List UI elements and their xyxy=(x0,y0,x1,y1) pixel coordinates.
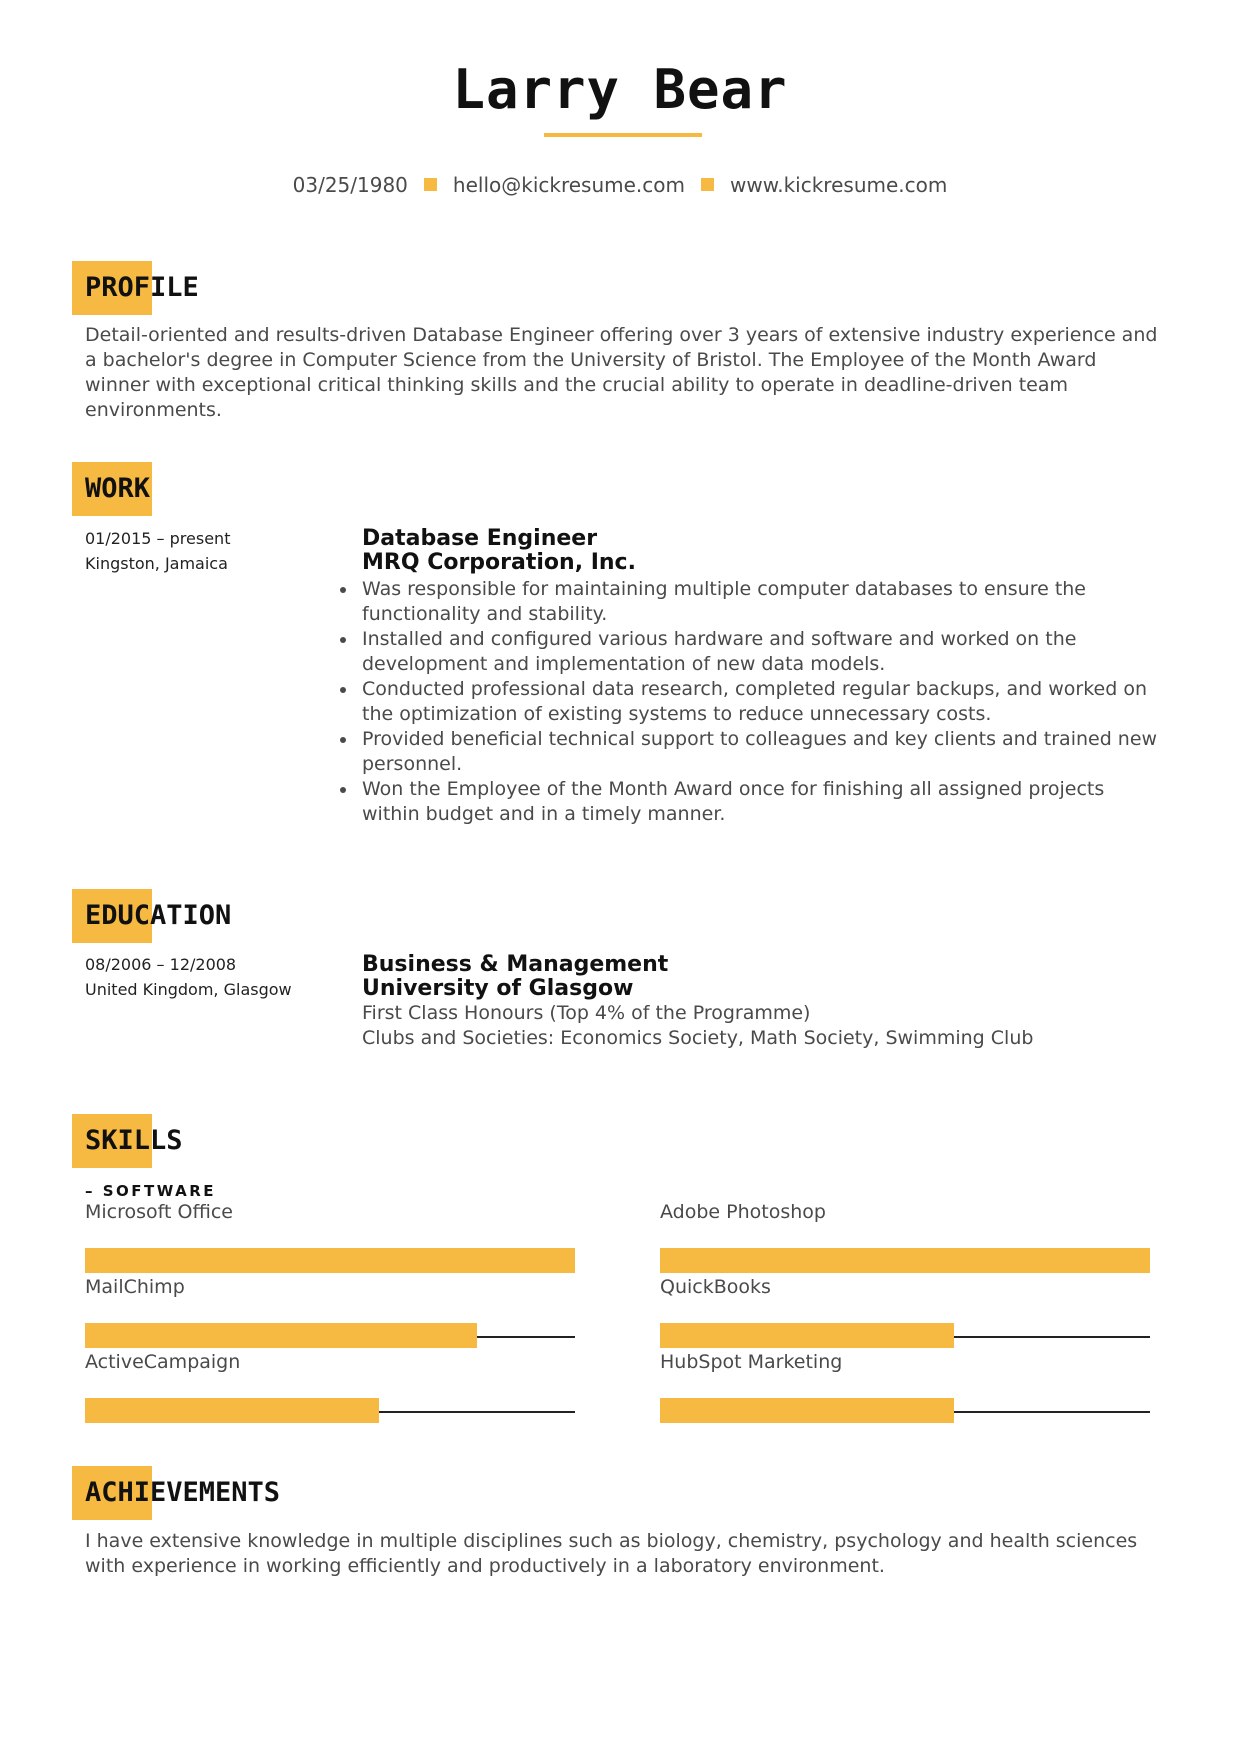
skill-item xyxy=(85,1351,575,1421)
heading-label: PROFILE xyxy=(85,272,199,303)
heading-label: SKILLS xyxy=(85,1125,183,1156)
date-of-birth: 03/25/1980 xyxy=(292,173,408,197)
heading-label: ACHIEVEMENTS xyxy=(85,1477,281,1508)
education-location: United Kingdom, Glasgow xyxy=(85,980,292,999)
website: www.kickresume.com xyxy=(730,173,948,197)
work-bullets xyxy=(362,577,1162,827)
skill-level-bar xyxy=(85,1323,477,1348)
education-dates: 08/2006 – 12/2008 xyxy=(85,955,237,974)
email: hello@kickresume.com xyxy=(452,173,685,197)
skill-level-bar xyxy=(660,1398,954,1423)
achievements-text: I have extensive knowledge in multiple disciplines such as biology, chemistry, psychology and health sciences with experience in working efficiently and productively in a laboratory environment. xyxy=(85,1530,1138,1577)
name-underline xyxy=(544,133,702,137)
skill-item xyxy=(660,1201,1150,1271)
skill-item xyxy=(85,1276,575,1346)
skill-item xyxy=(85,1201,575,1271)
separator-square-icon xyxy=(424,178,437,191)
skill-level-bar xyxy=(85,1398,379,1423)
work-dates: 01/2015 – present xyxy=(85,529,231,548)
skill-item xyxy=(660,1351,1150,1421)
heading-label: WORK xyxy=(85,473,151,504)
skill-name: Microsoft Office xyxy=(85,1201,233,1223)
education-meta xyxy=(85,952,325,1002)
job-title: Database Engineer xyxy=(362,526,598,551)
education-entry xyxy=(362,953,1162,1051)
skills-category: – SOFTWARE xyxy=(85,1182,217,1200)
school-name: University of Glasgow xyxy=(362,976,634,1001)
skill-name: MailChimp xyxy=(85,1276,185,1298)
heading-label: EDUCATION xyxy=(85,900,232,931)
skill-item xyxy=(660,1276,1150,1346)
skill-name: ActiveCampaign xyxy=(85,1351,241,1373)
list-item: Provided beneficial technical support to colleagues and key clients and trained new personnel. xyxy=(362,727,1162,777)
work-entry xyxy=(362,527,1162,827)
list-item: Won the Employee of the Month Award once for finishing all assigned projects within budget and in a timely manner. xyxy=(362,777,1162,827)
skill-level-bar xyxy=(660,1248,1150,1273)
list-item: Was responsible for maintaining multiple computer databases to ensure the functionality and stability. xyxy=(362,577,1162,627)
contact-line xyxy=(0,173,1240,197)
profile-summary: Detail-oriented and results-driven Database Engineer offering over 3 years of extensive industry experience and a bachelor's degree in Computer Science from the University of Bristol. The Employee of the Month Award winner with exceptional critical thinking skills and the crucial ability to operate in deadline-driven team environments. xyxy=(85,324,1158,421)
skill-name: HubSpot Marketing xyxy=(660,1351,843,1373)
list-item: Installed and configured various hardware and software and worked on the development and implementation of new data models. xyxy=(362,627,1162,677)
skill-level-bar xyxy=(660,1323,954,1348)
work-location: Kingston, Jamaica xyxy=(85,554,228,573)
company-name: MRQ Corporation, Inc. xyxy=(362,550,636,575)
skill-level-bar xyxy=(85,1248,575,1273)
honours: First Class Honours (Top 4% of the Programme) xyxy=(362,1002,811,1024)
degree: Business & Management xyxy=(362,952,669,977)
skill-name: Adobe Photoshop xyxy=(660,1201,826,1223)
candidate-name: Larry Bear xyxy=(452,58,788,121)
list-item: Conducted professional data research, completed regular backups, and worked on the optimization of existing systems to reduce unnecessary costs. xyxy=(362,677,1162,727)
skill-name: QuickBooks xyxy=(660,1276,771,1298)
clubs: Clubs and Societies: Economics Society, Math Society, Swimming Club xyxy=(362,1027,1034,1049)
separator-square-icon xyxy=(701,178,714,191)
work-meta xyxy=(85,526,325,576)
